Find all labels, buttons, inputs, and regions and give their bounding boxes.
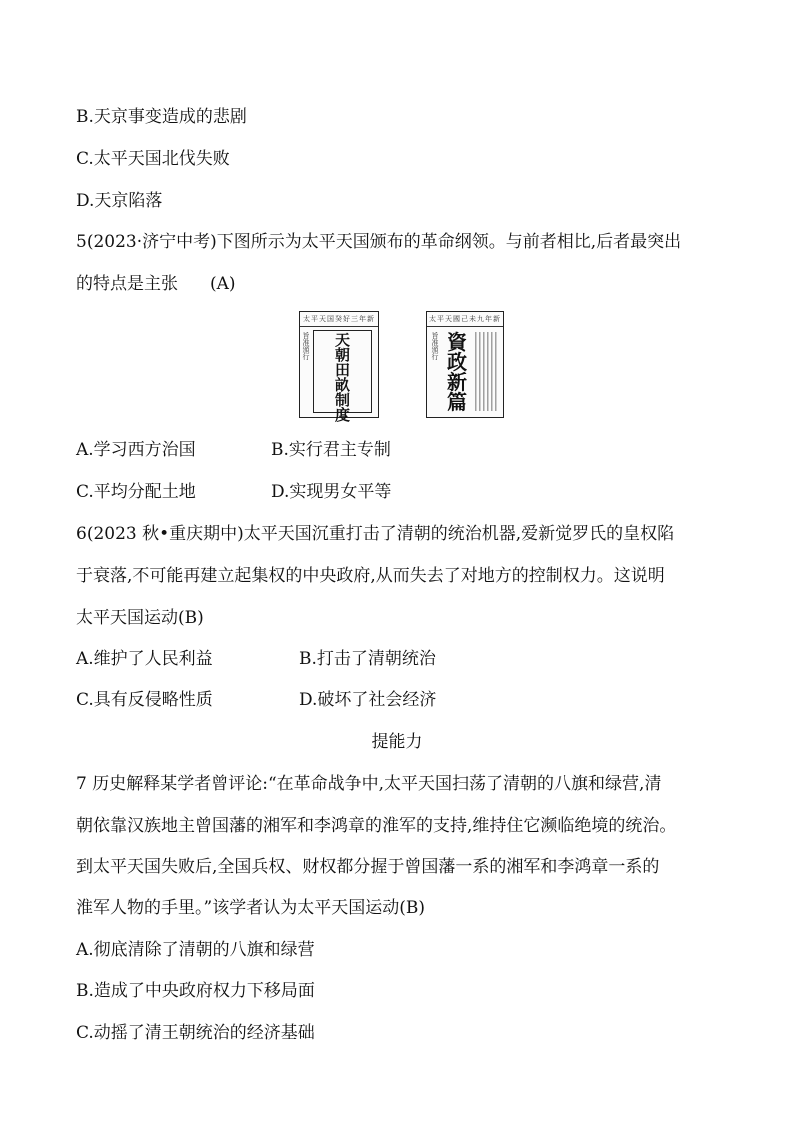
figure1-title-frame (313, 330, 372, 424)
q6-option-d: D.破坏了社会经济 (299, 690, 437, 710)
q5-option-c: C.平均分配土地 (76, 482, 196, 502)
q5-option-d: D.实现男女平等 (271, 482, 392, 502)
q5-answer: (A) (210, 274, 236, 294)
q5-stem-line1: 5(2023·济宁中考)下图所示为太平天国颁布的革命纲领。与前者相比,后者最突出 (76, 232, 682, 252)
q6-option-b: B.打击了清朝统治 (299, 649, 436, 669)
q6-line1: 6(2023 秋•重庆期中)太平天国沉重打击了清朝的统治机器,爱新觉罗氏的皇权陷 (76, 524, 675, 544)
figure2-top-inscription: 太平天國己未九年新 (427, 312, 503, 327)
q7-option-a: A.彻底清除了清朝的八旗和绿营 (76, 940, 315, 960)
q4-option-c: C.太平天国北伐失败 (76, 149, 230, 169)
q4-option-d: D.天京陷落 (76, 191, 163, 211)
figure1-title: 天 朝 田 畝 制 度 (334, 331, 350, 424)
q5-stem-text: 的特点是主张 (76, 274, 178, 294)
q6-option-a: A.维护了人民利益 (76, 649, 213, 669)
figure-zizheng-xinpian (426, 311, 504, 418)
q5-option-a: A.学习西方治国 (76, 440, 196, 460)
q7-line4: 淮军人物的手里。”该学者认为太平天国运动(B) (76, 898, 425, 918)
figure2-side-inscription: 旨准頒行 (431, 332, 439, 360)
figure1-top-inscription: 太平天国癸好三年新 (300, 312, 378, 327)
q7-line2: 朝依靠汉族地主曾国藩的湘军和李鸿章的淮军的支持,维持住它濒临绝境的统治。 (76, 816, 677, 836)
q6-line2: 于衰落,不可能再建立起集权的中央政府,从而失去了对地方的控制权力。这说明 (76, 566, 665, 586)
q7-line3: 到太平天国失败后,全国兵权、财权都分握于曾国藩一系的湘军和李鸿章一系的 (76, 857, 660, 877)
section-title: 提能力 (371, 732, 423, 752)
q4-option-b: B.天京事变造成的悲剧 (76, 107, 247, 127)
q7-line1: 7 历史解释某学者曾评论:“在革命战争中,太平天国扫荡了清朝的八旗和绿营,清 (76, 774, 662, 794)
figure1-side-inscription: 旨准頒行 (302, 332, 310, 360)
q5-stem-line2 (76, 274, 236, 294)
q6-line3: 太平天国运动(B) (76, 608, 204, 628)
figure2-text-columns (475, 332, 499, 411)
figure2-title: 資 政 新 篇 (447, 330, 467, 414)
q6-option-c: C.具有反侵略性质 (76, 690, 213, 710)
q7-option-b: B.造成了中央政府权力下移局面 (76, 981, 315, 1001)
q5-option-b: B.实行君主专制 (271, 440, 391, 460)
figure-tianchao-tianmu-zhidu (299, 311, 379, 424)
q7-option-c: C.动摇了清王朝统治的经济基础 (76, 1023, 315, 1043)
